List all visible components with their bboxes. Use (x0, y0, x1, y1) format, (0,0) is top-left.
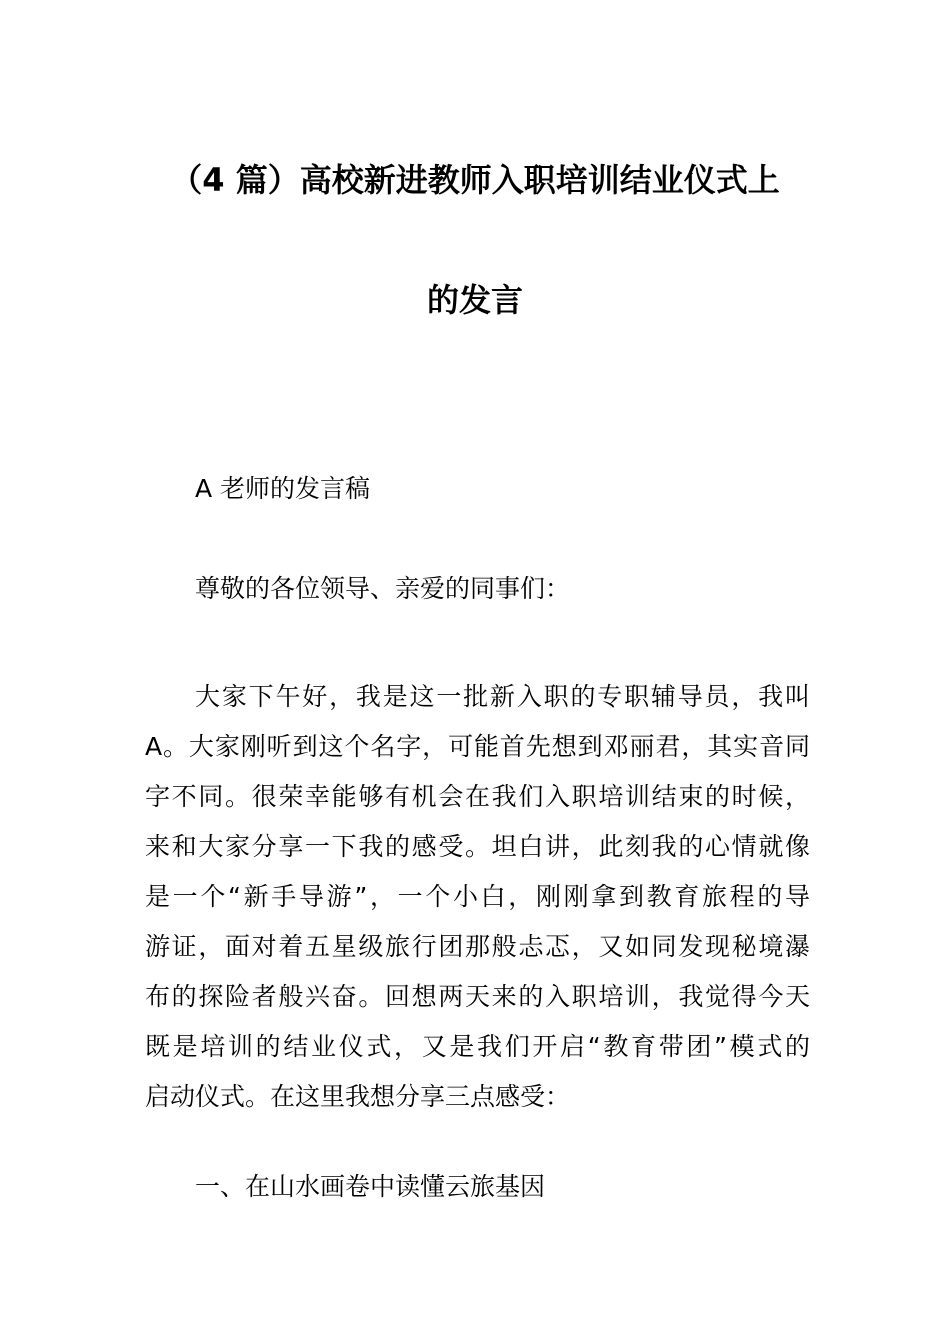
salutation: 尊敬的各位领导、亲爱的同事们： (195, 574, 571, 603)
paragraph-line: 既是培训的结业仪式，又是我们开启“教育带团”模式的 (145, 1032, 810, 1061)
section-label: A 老师的发言稿 (195, 474, 371, 503)
section-heading-1: 一、在山水画卷中读懂云旅基因 (195, 1172, 546, 1201)
paragraph-line: A。大家刚听到这个名字，可能首先想到邓丽君，其实音同 (145, 732, 810, 761)
paragraph-line: 是一个“新手导游”，一个小白，刚刚拿到教育旅程的导 (145, 882, 810, 911)
paragraph-line: 字不同。很荣幸能够有机会在我们入职培训结束的时候， (145, 782, 810, 811)
paragraph-line: 来和大家分享一下我的感受。坦白讲，此刻我的心情就像 (145, 832, 810, 861)
paragraph-line: 启动仪式。在这里我想分享三点感受： (145, 1082, 571, 1111)
speech-paragraph (145, 672, 810, 1122)
paragraph-line: 布的探险者般兴奋。回想两天来的入职培训，我觉得今天 (145, 982, 810, 1011)
paragraph-line: 游证，面对着五星级旅行团那般忐忑，又如同发现秘境瀑 (145, 932, 810, 961)
document-title-line-2: 的发言 (426, 281, 523, 319)
document-title-line-1: （4 篇）高校新进教师入职培训结业仪式上 (170, 161, 780, 199)
paragraph-line: 大家下午好，我是这一批新入职的专职辅导员，我叫 (195, 682, 810, 711)
